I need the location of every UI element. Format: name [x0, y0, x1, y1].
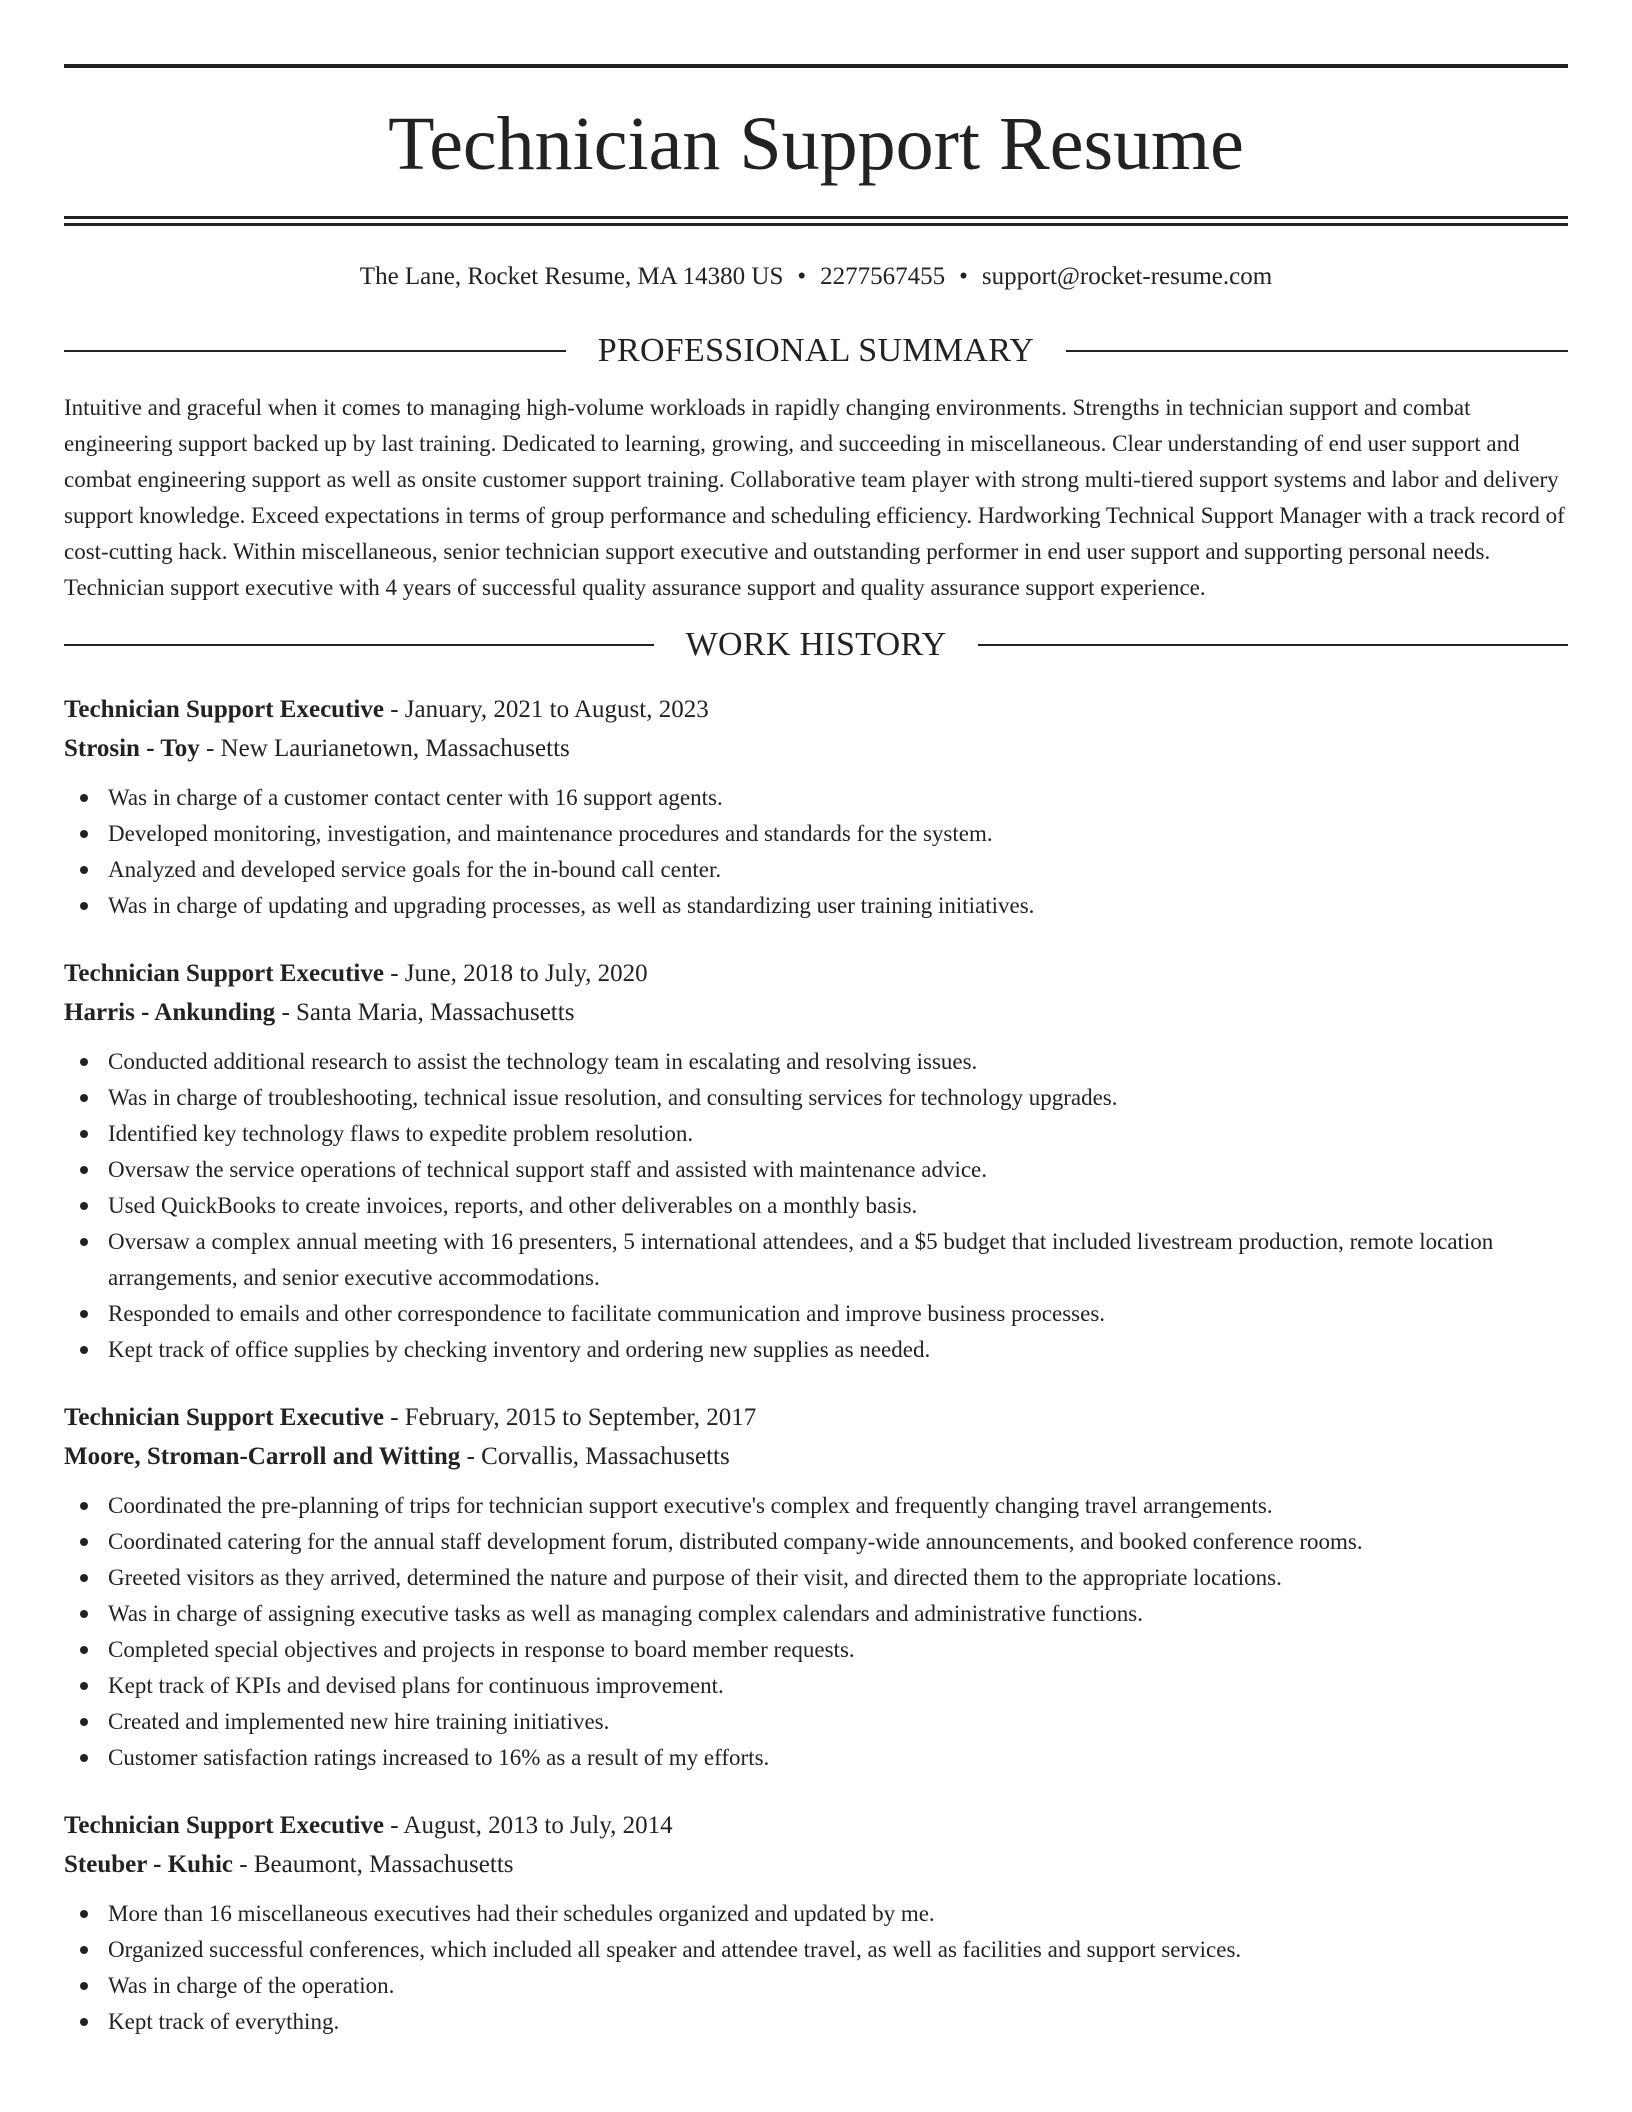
job-bullet: Completed special objectives and projects in response to board member requests.	[64, 1632, 1568, 1668]
job-bullets	[64, 780, 1568, 924]
resume-page	[64, 64, 1568, 2070]
job-location: - Beaumont, Massachusetts	[239, 1851, 514, 1878]
job-entry	[64, 954, 1568, 1368]
job-bullet: Responded to emails and other correspondence to facilitate communication and improve business processes.	[64, 1296, 1568, 1332]
job-bullet: Kept track of office supplies by checking inventory and ordering new supplies as needed.	[64, 1332, 1568, 1368]
job-company: Strosin - Toy	[64, 735, 200, 762]
job-title: Technician Support Executive	[64, 960, 384, 987]
job-company-row	[64, 993, 1568, 1032]
job-bullet: Was in charge of assigning executive tasks as well as managing complex calendars and administrative functions.	[64, 1596, 1568, 1632]
job-title-row	[64, 690, 1568, 729]
job-company-row	[64, 1845, 1568, 1884]
job-bullet: Was in charge of the operation.	[64, 1968, 1568, 2004]
job-company-row	[64, 729, 1568, 768]
work-heading: WORK HISTORY	[685, 626, 947, 663]
job-company: Steuber - Kuhic	[64, 1851, 233, 1878]
job-bullet: Was in charge of updating and upgrading processes, as well as standardizing user training initiatives.	[64, 888, 1568, 924]
contact-phone: 2277567455	[820, 263, 946, 290]
job-title: Technician Support Executive	[64, 1812, 384, 1839]
job-bullet: More than 16 miscellaneous executives had their schedules organized and updated by me.	[64, 1896, 1568, 1932]
job-bullets	[64, 1488, 1568, 1776]
job-bullets	[64, 1044, 1568, 1368]
job-bullet: Coordinated the pre-planning of trips for technician support executive's complex and frequently changing travel arrangements.	[64, 1488, 1568, 1524]
contact-line	[64, 262, 1568, 292]
job-bullet: Coordinated catering for the annual staff development forum, distributed company-wide announcements, and booked conference rooms.	[64, 1524, 1568, 1560]
job-bullet: Organized successful conferences, which included all speaker and attendee travel, as well as facilities and support services.	[64, 1932, 1568, 1968]
job-dates: - August, 2013 to July, 2014	[390, 1812, 673, 1839]
job-company: Harris - Ankunding	[64, 999, 276, 1026]
job-dates: - February, 2015 to September, 2017	[390, 1404, 757, 1431]
job-title: Technician Support Executive	[64, 1404, 384, 1431]
contact-separator: •	[959, 263, 968, 290]
summary-text: Intuitive and graceful when it comes to managing high-volume workloads in rapidly changing environments. Strengths in technician support and combat engineering support backed up by last training. Dedicated to learning, growing, and succeeding in miscellaneous. Clear understanding of end user support and combat engineering support as well as onsite customer support training. Collaborative team player with strong multi-tiered support systems and labor and delivery support knowledge. Exceed expectations in terms of group performance and scheduling efficiency. Hardworking Technical Support Manager with a track record of cost-cutting hack. Within miscellaneous, senior technician support executive and outstanding performer in end user support and supporting personal needs. Technician support executive with 4 years of successful quality assurance support and quality assurance support experience.	[64, 395, 1565, 600]
heading-rule-left	[64, 350, 566, 352]
work-history-list	[64, 690, 1568, 2040]
title-double-rule	[64, 216, 1568, 226]
work-section-heading	[64, 628, 1568, 662]
job-entry	[64, 690, 1568, 924]
summary-heading: PROFESSIONAL SUMMARY	[597, 332, 1035, 369]
heading-rule-left	[64, 644, 654, 646]
job-title-row	[64, 1806, 1568, 1845]
job-bullet: Kept track of everything.	[64, 2004, 1568, 2040]
job-bullet: Oversaw the service operations of technical support staff and assisted with maintenance advice.	[64, 1152, 1568, 1188]
job-entry	[64, 1806, 1568, 2040]
contact-email: support@rocket-resume.com	[981, 263, 1273, 290]
job-bullet: Conducted additional research to assist the technology team in escalating and resolving issues.	[64, 1044, 1568, 1080]
job-company-row	[64, 1437, 1568, 1476]
job-entry	[64, 1398, 1568, 1776]
job-location: - Corvallis, Massachusetts	[466, 1443, 730, 1470]
job-title-row	[64, 954, 1568, 993]
job-bullet: Identified key technology flaws to expedite problem resolution.	[64, 1116, 1568, 1152]
heading-rule-right	[978, 644, 1568, 646]
contact-separator: •	[797, 263, 807, 290]
top-rule	[64, 64, 1568, 68]
job-bullet: Used QuickBooks to create invoices, reports, and other deliverables on a monthly basis.	[64, 1188, 1568, 1224]
contact-address: The Lane, Rocket Resume, MA 14380 US	[359, 263, 784, 290]
job-bullet: Was in charge of troubleshooting, technical issue resolution, and consulting services for technology upgrades.	[64, 1080, 1568, 1116]
job-bullet: Created and implemented new hire training initiatives.	[64, 1704, 1568, 1740]
job-title: Technician Support Executive	[64, 696, 384, 723]
summary-section-heading	[64, 334, 1568, 368]
job-bullets	[64, 1896, 1568, 2040]
job-bullet: Was in charge of a customer contact center with 16 support agents.	[64, 780, 1568, 816]
job-bullet: Developed monitoring, investigation, and maintenance procedures and standards for the system.	[64, 816, 1568, 852]
job-bullet: Oversaw a complex annual meeting with 16 presenters, 5 international attendees, and a $5 budget that included livestream production, remote location arrangements, and senior executive accommodations.	[64, 1224, 1568, 1296]
job-bullet: Greeted visitors as they arrived, determined the nature and purpose of their visit, and directed them to the appropriate locations.	[64, 1560, 1568, 1596]
resume-title: Technician Support Resume	[388, 102, 1244, 186]
job-company: Moore, Stroman-Carroll and Witting	[64, 1443, 461, 1470]
job-title-row	[64, 1398, 1568, 1437]
heading-rule-right	[1066, 350, 1568, 352]
job-bullet: Kept track of KPIs and devised plans for continuous improvement.	[64, 1668, 1568, 1704]
job-location: - New Laurianetown, Massachusetts	[205, 735, 570, 762]
job-bullet: Customer satisfaction ratings increased to 16% as a result of my efforts.	[64, 1740, 1568, 1776]
job-bullet: Analyzed and developed service goals for the in-bound call center.	[64, 852, 1568, 888]
job-dates: - January, 2021 to August, 2023	[390, 696, 709, 723]
job-location: - Santa Maria, Massachusetts	[281, 999, 575, 1026]
job-dates: - June, 2018 to July, 2020	[390, 960, 648, 987]
